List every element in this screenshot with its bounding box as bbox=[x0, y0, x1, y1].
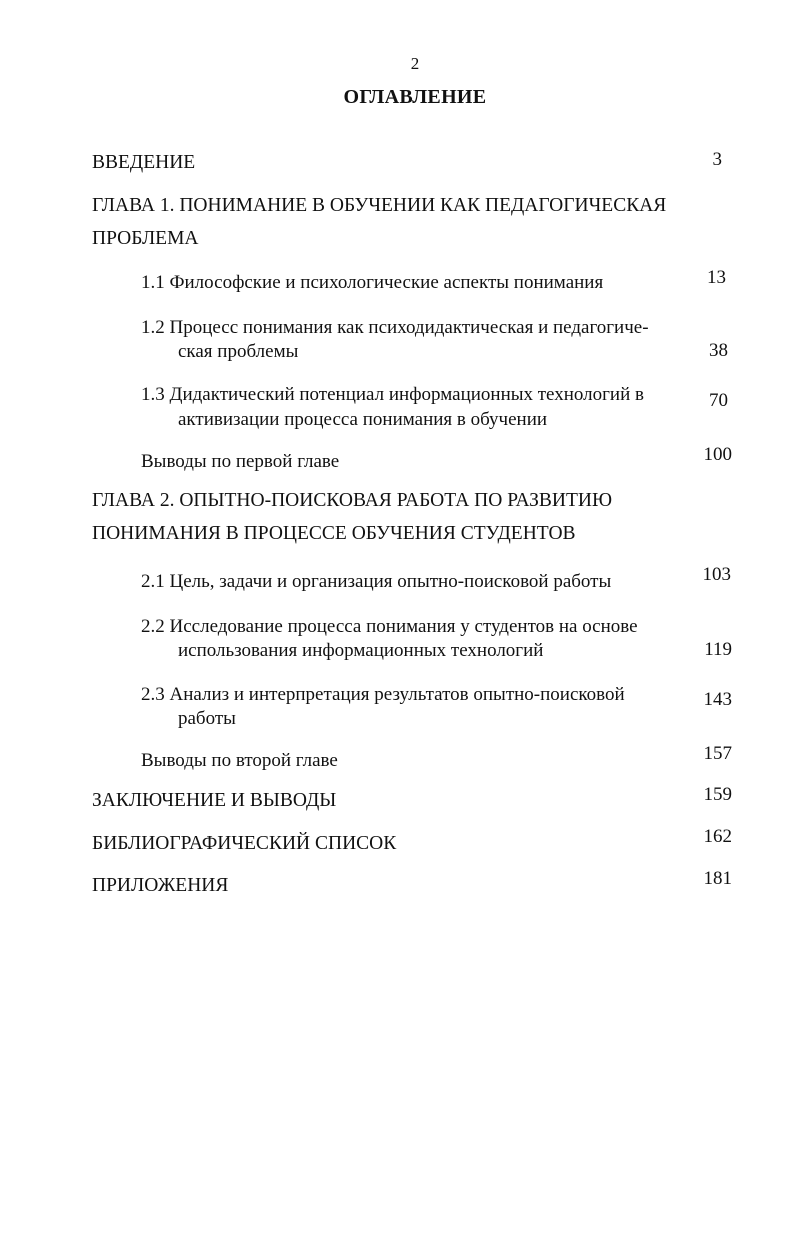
toc-entry-1-3-line-1: 1.3 Дидактический потенциал информационных технологий в bbox=[141, 384, 644, 405]
toc-entry-2-3-line-1: 2.3 Анализ и интерпретация результатов опытно-поисковой bbox=[141, 684, 625, 705]
toc-page-1-1: 13 bbox=[707, 267, 726, 288]
toc-page-introduction: 3 bbox=[712, 149, 722, 170]
toc-page-1-3: 70 bbox=[709, 390, 728, 411]
toc-entry-chapter-1: ГЛАВА 1. ПОНИМАНИЕ В ОБУЧЕНИИ КАК ПЕДАГОГИЧЕСКАЯ ПРОБЛЕМА bbox=[92, 195, 667, 249]
toc-entry-chapter-2-conclusions: Выводы по второй главе bbox=[141, 750, 338, 771]
toc-page-conclusion: 159 bbox=[703, 784, 732, 805]
toc-page-2-3: 143 bbox=[703, 689, 732, 710]
toc-page-bibliography: 162 bbox=[703, 826, 732, 847]
toc-entry-appendices: ПРИЛОЖЕНИЯ bbox=[92, 875, 229, 896]
page-number: 2 bbox=[410, 54, 420, 73]
toc-entry-2-2-line-2: использования информационных технологий bbox=[178, 640, 544, 661]
toc-entry-chapter-1-conclusions: Выводы по первой главе bbox=[141, 451, 340, 472]
toc-page-2-1: 103 bbox=[702, 564, 731, 585]
toc-entry-1-3-line-2: активизации процесса понимания в обучении bbox=[178, 409, 548, 430]
toc-entry-2-2-line-1: 2.2 Исследование процесса понимания у студентов на основе bbox=[141, 616, 638, 637]
toc-entry-chapter-2: ГЛАВА 2. ОПЫТНО-ПОИСКОВАЯ РАБОТА ПО РАЗВИТИЮ ПОНИМАНИЯ В ПРОЦЕССЕ ОБУЧЕНИЯ СТУДЕНТОВ bbox=[92, 490, 613, 544]
toc-page-appendices: 181 bbox=[703, 868, 732, 889]
toc-page-2-2: 119 bbox=[704, 639, 732, 660]
toc-entry-2-3-line-2: работы bbox=[178, 708, 236, 729]
toc-entry-1-2-line-1: 1.2 Процесс понимания как психодидактическая и педагогиче- bbox=[141, 317, 649, 338]
toc-page-chapter-1-conclusions: 100 bbox=[703, 444, 732, 465]
toc-entry-conclusion: ЗАКЛЮЧЕНИЕ И ВЫВОДЫ bbox=[92, 790, 337, 811]
page-title: ОГЛАВЛЕНИЕ bbox=[343, 86, 487, 108]
toc-page-1-2: 38 bbox=[709, 340, 728, 361]
toc-entry-1-2-line-2: ская проблемы bbox=[178, 341, 299, 362]
toc-entry-bibliography: БИБЛИОГРАФИЧЕСКИЙ СПИСОК bbox=[92, 833, 397, 854]
toc-entry-introduction: ВВЕДЕНИЕ bbox=[92, 152, 196, 173]
toc-entry-2-1: 2.1 Цель, задачи и организация опытно-поисковой работы bbox=[141, 571, 612, 592]
toc-entry-1-1: 1.1 Философские и психологические аспекты понимания bbox=[141, 272, 604, 293]
toc-page-chapter-2-conclusions: 157 bbox=[703, 743, 732, 764]
